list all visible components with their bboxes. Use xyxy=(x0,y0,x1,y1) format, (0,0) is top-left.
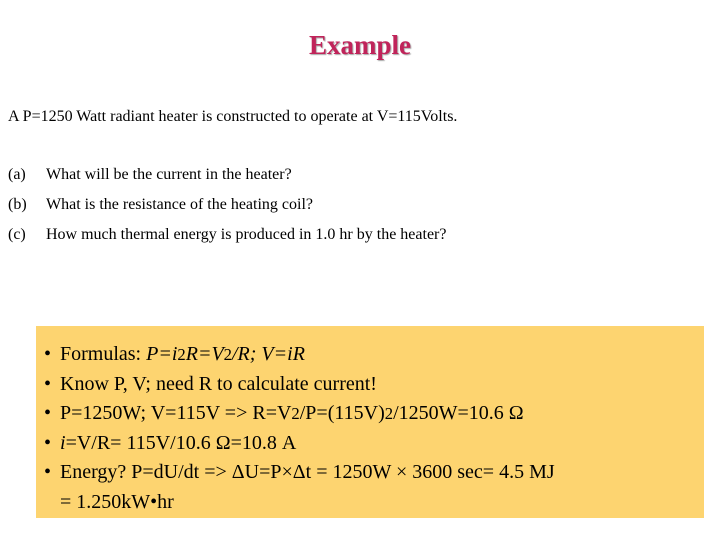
answer-text: Know P, V; need R to calculate current! xyxy=(60,372,377,395)
formula-text: P=i xyxy=(146,343,178,365)
superscript: 2 xyxy=(384,404,394,423)
answer-energy-continued: = 1.250kW•hr xyxy=(60,490,174,513)
current-symbol: i xyxy=(60,431,66,454)
question-text: What will be the current in the heater? xyxy=(46,166,292,183)
answer-list xyxy=(44,340,555,517)
bullet: • xyxy=(44,431,52,454)
problem-statement: A P=1250 Watt radiant heater is constructed to operate at V=115Volts. xyxy=(8,108,458,125)
answer-resistance xyxy=(44,399,555,429)
question-letter: (b) xyxy=(8,196,27,213)
answer-formulas xyxy=(44,340,555,370)
formula-text: R=V xyxy=(185,343,224,365)
formulas-label: Formulas: xyxy=(60,343,147,365)
bullet: • xyxy=(44,402,52,424)
question-item xyxy=(8,166,446,196)
bullet: • xyxy=(44,461,52,483)
question-list xyxy=(8,166,446,256)
formula-text: /R; V=iR xyxy=(232,343,305,365)
answer-current xyxy=(44,429,555,459)
question-item xyxy=(8,226,446,256)
answer-text: P=1250W; V=115V => R=V xyxy=(60,402,292,424)
question-letter: (c) xyxy=(8,226,26,243)
slide-title: Example xyxy=(308,30,411,60)
answer-text: Energy? P=dU/dt => ΔU=P×Δt = 1250W × 3600 sec= 4.5 MJ xyxy=(60,461,555,483)
superscript: 2 xyxy=(291,404,300,423)
superscript: 2 xyxy=(223,345,232,364)
superscript: 2 xyxy=(177,345,186,364)
question-text: What is the resistance of the heating coil? xyxy=(46,196,314,213)
answer-text: /P=(115V) xyxy=(299,402,385,424)
answer-know xyxy=(44,370,555,400)
bullet: • xyxy=(44,372,52,395)
question-text: How much thermal energy is produced in 1.0 hr by the heater? xyxy=(46,226,447,243)
answer-energy xyxy=(44,458,555,488)
bullet: • xyxy=(44,343,52,365)
answer-text: /1250W=10.6 Ω xyxy=(393,402,524,424)
answer-text: =V/R= 115V/10.6 Ω=10.8 A xyxy=(65,431,297,454)
question-item xyxy=(8,196,446,226)
question-letter: (a) xyxy=(8,166,26,183)
